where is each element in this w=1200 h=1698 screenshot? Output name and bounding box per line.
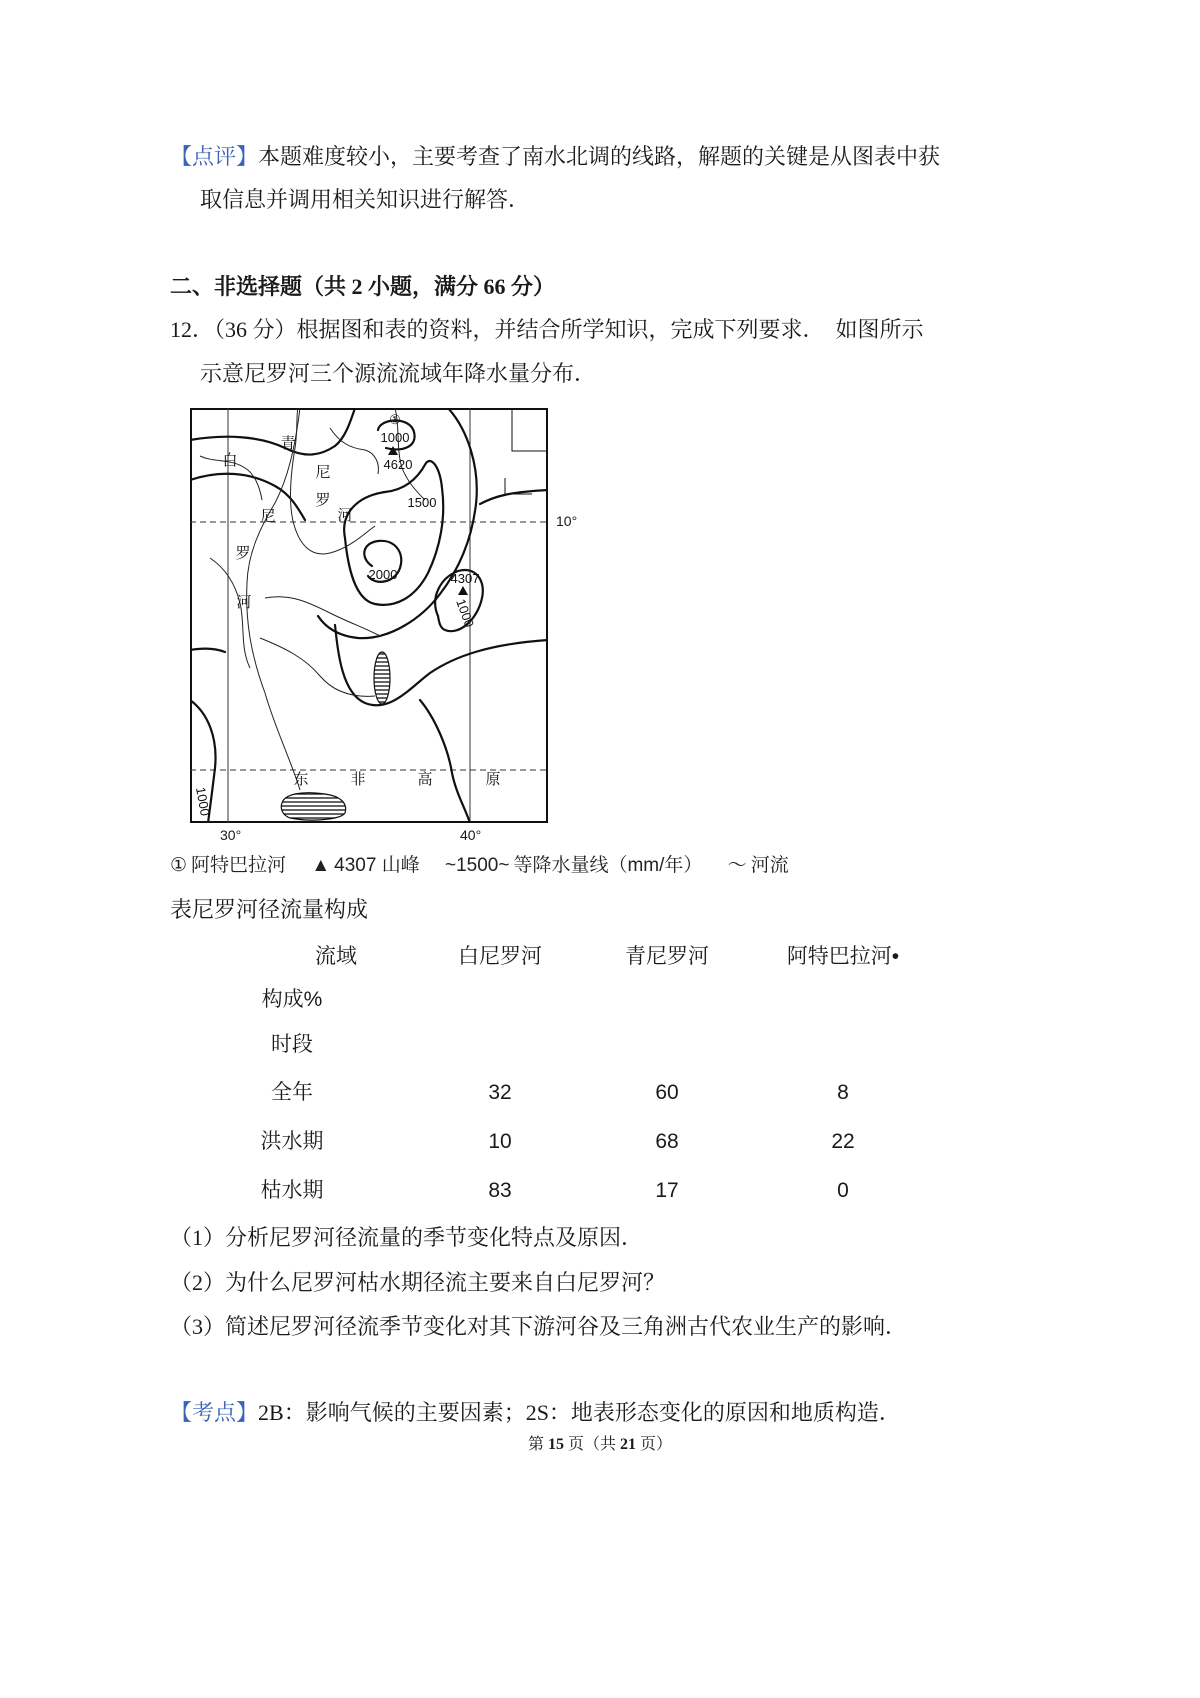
table-cell: 17: [655, 1179, 679, 1202]
isohyet-label-top: 1000: [380, 430, 410, 445]
review-tag: 【点评】: [170, 144, 259, 169]
plateau-label-2: 非: [350, 770, 366, 788]
subquestion-2: （2）为什么尼罗河枯水期径流主要来自白尼罗河？: [170, 1270, 666, 1295]
legend-item-peak: [311, 855, 419, 876]
table-cell: 22: [831, 1130, 855, 1153]
review-text-1: 本题难度较小，主要考查了南水北调的线路，解题的关键是从图表中获: [258, 144, 941, 169]
latitude-10-label: 10°: [556, 513, 578, 529]
blue-nile-label-3: 罗: [315, 491, 331, 509]
isohyet-label-2000: 2000: [368, 567, 398, 582]
map-frame: [191, 409, 547, 822]
section-heading: 二、非选择题（共 2 小题，满分 66 分）: [170, 274, 556, 299]
blue-nile-label-1: 青: [280, 434, 296, 452]
table-corner-basin: 流域: [315, 945, 357, 968]
isohyet-label-1500: 1500: [407, 495, 437, 510]
table-cell: 32: [488, 1081, 512, 1104]
footer-prefix: 第: [527, 1436, 548, 1453]
footer-suffix: 页）: [636, 1436, 673, 1453]
map-legend: [170, 856, 809, 876]
legend-symbol-river: ～: [727, 855, 747, 876]
table-col-header: 白尼罗河: [458, 945, 542, 968]
legend-label: 阿特巴拉河: [191, 855, 287, 876]
table-cell: 83: [488, 1179, 512, 1202]
legend-item-river: [728, 855, 789, 876]
nile-precipitation-map: [190, 408, 548, 823]
page-footer: [0, 1437, 1200, 1453]
legend-symbol-peak: ▲: [311, 855, 331, 876]
white-nile-label-4: 河: [236, 593, 252, 611]
question-line-2: 示意尼罗河三个源流流域年降水量分布．: [200, 361, 597, 386]
table-col-header: 阿特巴拉河•: [786, 945, 900, 968]
white-nile-label-1: 白: [222, 451, 238, 469]
isohyet-label-east: 1000: [453, 596, 478, 630]
knowledge-point-line: [170, 1402, 901, 1424]
blue-nile-label-4: 河: [337, 506, 353, 524]
review-line-2: 取信息并调用相关知识进行解答．: [200, 187, 531, 212]
knowledge-point-text: 2B：影响气候的主要因素；2S：地表形态变化的原因和地质构造．: [258, 1400, 901, 1425]
legend-item-atbara: [170, 855, 286, 876]
lake-victoria: [281, 793, 345, 820]
review-line-1: [170, 146, 940, 168]
plateau-label-4: 原: [485, 770, 501, 788]
table-cell: 8: [837, 1081, 849, 1104]
table-cell: 68: [655, 1130, 679, 1153]
footer-page-number: 15: [547, 1436, 564, 1453]
white-nile-label-3: 罗: [235, 544, 251, 562]
legend-label: 4307 山峰: [334, 855, 420, 876]
table-row-label: 洪水期: [260, 1130, 324, 1153]
table-cell: 0: [837, 1179, 849, 1202]
table-row-label: 全年: [271, 1081, 313, 1104]
table-col-header: 青尼罗河: [625, 945, 709, 968]
table-cell: 60: [655, 1081, 679, 1104]
footer-total-pages: 21: [620, 1436, 636, 1453]
plateau-label-1: 东: [293, 770, 309, 788]
peak-south-label: 4307: [450, 571, 480, 586]
footer-middle: 页（共: [563, 1436, 620, 1453]
white-nile-label-2: 尼: [260, 507, 276, 525]
isohyet-label-southwest: 1000: [193, 785, 213, 818]
blue-nile-label-2: 尼: [315, 463, 331, 481]
legend-label: 河流: [750, 855, 789, 876]
plateau-label-3: 高: [417, 770, 433, 788]
legend-label: 等降水量线（mm/年）: [513, 855, 703, 876]
longitude-30-label: 30°: [220, 827, 242, 843]
peak-north-label: 4620: [383, 457, 413, 472]
atbara-marker-label: ①: [389, 412, 401, 427]
subquestion-3: （3）简述尼罗河径流季节变化对其下游河谷及三角洲古代农业生产的影响．: [170, 1314, 908, 1339]
question-line-1: 12．（36 分）根据图和表的资料，并结合所学知识，完成下列要求． 如图所示: [170, 317, 924, 342]
table-row-label: 枯水期: [260, 1179, 324, 1202]
legend-symbol-circled-one: ①: [170, 855, 188, 876]
legend-item-isohyet: [445, 855, 702, 876]
subquestion-1: （1）分析尼罗河径流量的季节变化特点及原因．: [170, 1225, 644, 1250]
table-corner-composition: 构成%: [261, 988, 323, 1011]
legend-symbol-isohyet: ~1500~: [444, 855, 510, 876]
table-caption: 表尼罗河径流量构成: [170, 897, 369, 922]
longitude-40-label: 40°: [460, 827, 482, 843]
table-cell: 10: [488, 1130, 512, 1153]
lake-turkana: [374, 652, 390, 704]
table-corner-period: 时段: [271, 1033, 313, 1056]
knowledge-point-tag: 【考点】: [170, 1400, 259, 1425]
